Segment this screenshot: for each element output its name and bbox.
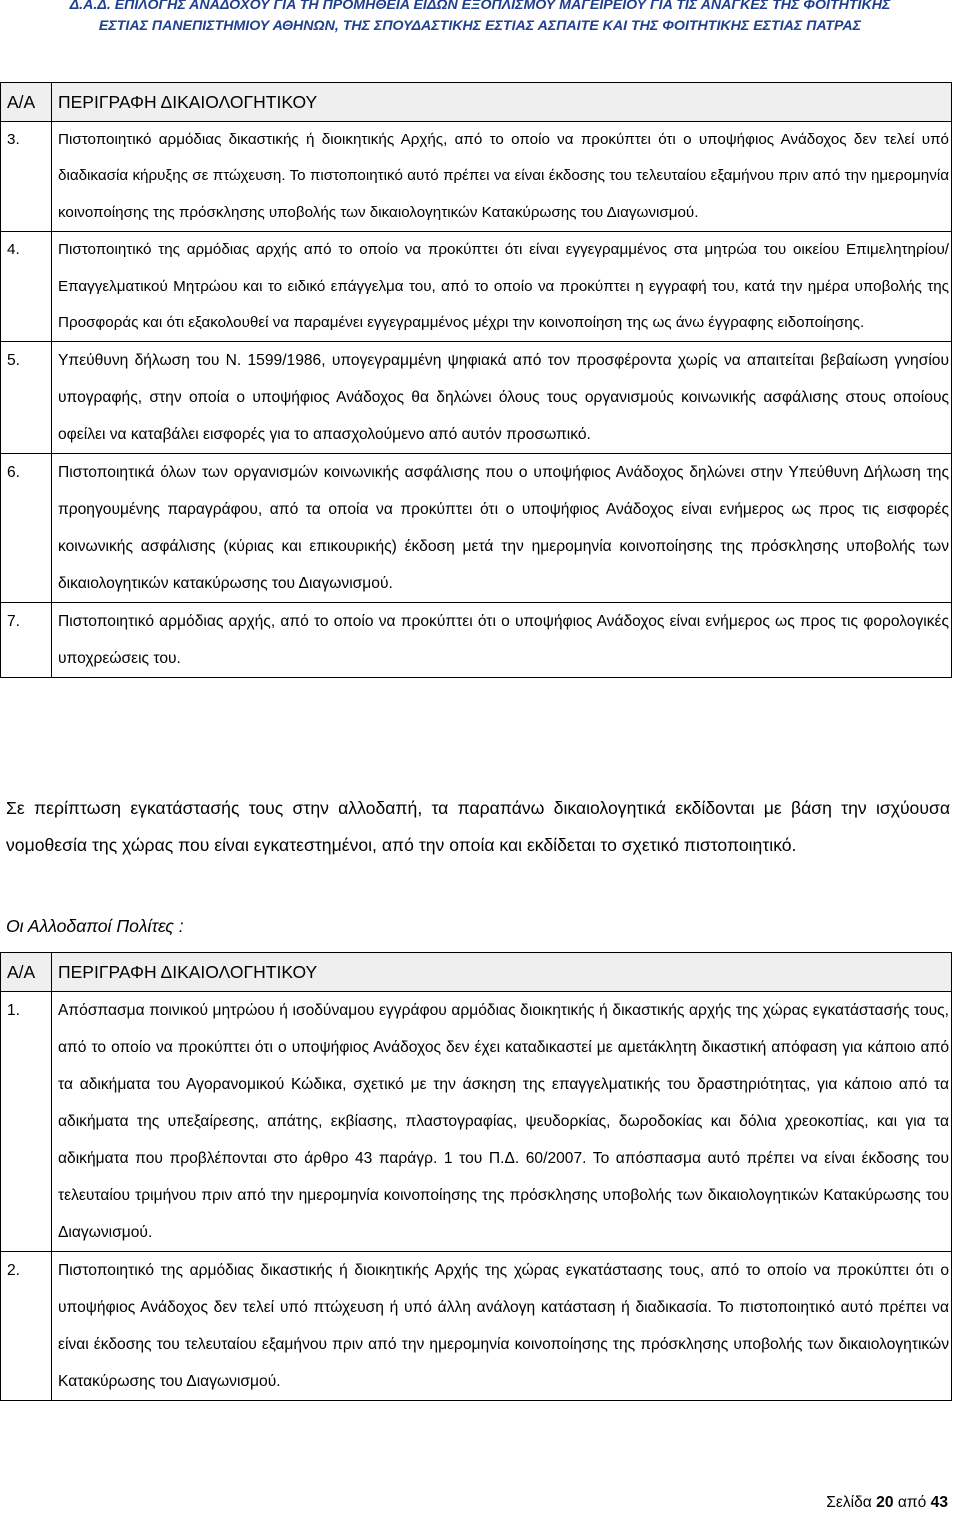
row-description: Πιστοποιητικά όλων των οργανισμών κοινωνικής ασφάλισης που ο υποψήφιος Ανάδοχος δηλώνει στην Υπεύθυνη Δήλωση της προηγουμένης παραγράφου, από τα οποία να προκύπτει ότι ο υποψήφιος Ανάδοχος είναι ενήμερος ως προς τις εισφορές κοινωνικής ασφάλισης (κύριας και επικουρικής) έκδοση μετά την ημερομηνία κοινοποίησης της πρόσκλησης υποβολής των δικαιολογητικών κατακύρωσης του Διαγωνισμού.: [52, 454, 952, 603]
document-header-line1: Δ.Α.Δ. ΕΠΙΛΟΓΗΣ ΑΝΑΔΟΧΟΥ ΓΙΑ ΤΗ ΠΡΟΜΗΘΕΙΑ ΕΙΔΩΝ ΕΞΟΠΛΙΣΜΟΥ ΜΑΓΕΙΡΕΙΟΥ ΓΙΑ ΤΙΣ ΑΝΑΓΚΕΣ ΤΗΣ ΦΟΙΤΗΤΙΚΗΣ: [69, 0, 891, 13]
row-description: Πιστοποιητικό της αρμόδιας δικαστικής ή διοικητικής Αρχής της χώρας εγκατάστασης τους, από το οποίο να προκύπτει ότι ο υποψήφιος Ανάδοχος δεν τελεί υπό πτώχευση ή υπό άλλη ανάλογη κατάσταση ή διαδικασία. Το πιστοποιητικό αυτό πρέπει να είναι έκδοσης του τελευταίου εξαμήνου πριν από την ημερομηνία κοινοποίησης της πρόσκλησης υποβολής των δικαιολογητικών Κατακύρωσης του Διαγωνισμού.: [52, 1252, 952, 1401]
requirements-table-2: [0, 952, 952, 1401]
row-description: Πιστοποιητικό της αρμόδιας αρχής από το οποίο να προκύπτει ότι είναι εγγεγραμμένος στα μητρώα του οικείου Επιμελητηρίου/Επαγγελματικού Μητρώου και το ειδικό επάγγελμα του, από το οποίο να προκύπτει η εγγραφή του, κατά την ημέρα υποβολής της Προσφοράς και ότι εξακολουθεί να παραμένει εγγεγραμμένος μέχρι την κοινοποίηση της ως άνω έγγραφης ειδοποίησης.: [52, 232, 952, 342]
table-row: [1, 454, 952, 603]
table-header-row: [1, 953, 952, 992]
total-pages-number: 43: [930, 1494, 948, 1511]
document-header-line2: ΕΣΤΙΑΣ ΠΑΝΕΠΙΣΤΗΜΙΟΥ ΑΘΗΝΩΝ, ΤΗΣ ΣΠΟΥΔΑΣΤΙΚΗΣ ΕΣΤΙΑΣ ΑΣΠΑΙΤΕ ΚΑΙ ΤΗΣ ΦΟΙΤΗΤΙΚΗΣ ΕΣΤΙΑΣ ΠΑΤΡΑΣ: [98, 18, 862, 34]
column-header-number: Α/Α: [1, 953, 52, 992]
table-header-row: [1, 83, 952, 122]
row-number: 5.: [1, 342, 52, 454]
current-page-number: 20: [876, 1494, 894, 1511]
column-header-number: Α/Α: [1, 83, 52, 122]
row-number: 7.: [1, 603, 52, 678]
row-description: Υπεύθυνη δήλωση του Ν. 1599/1986, υπογεγραμμένη ψηφιακά από τον προσφέροντα χωρίς να απαιτείται βεβαίωση γνησίου υπογραφής, στην οποία ο υποψήφιος Ανάδοχος θα δηλώνει όλους τους οργανισμούς κοινωνικής ασφάλισης στους οποίους οφείλει να καταβάλει εισφορές για το απασχολούμενο από αυτόν προσωπικό.: [52, 342, 952, 454]
row-number: 1.: [1, 992, 52, 1252]
column-header-description: ΠΕΡΙΓΡΑΦΗ ΔΙΚΑΙΟΛΟΓΗΤΙΚΟΥ: [52, 953, 952, 992]
page-label: Σελίδα: [826, 1494, 872, 1511]
page-of-label: από: [897, 1494, 927, 1511]
table-row: [1, 342, 952, 454]
foreign-citizens-subheading: Οι Αλλοδαποί Πολίτες :: [6, 916, 184, 936]
foreign-establishment-paragraph: Σε περίπτωση εγκατάστασής τους στην αλλοδαπή, τα παραπάνω δικαιολογητικά εκδίδονται με βάση την ισχύουσα νομοθεσία της χώρας που είναι εγκατεστημένοι, από την οποία και εκδίδεται το σχετικό πιστοποιητικό.: [6, 798, 950, 855]
column-header-description: ΠΕΡΙΓΡΑΦΗ ΔΙΚΑΙΟΛΟΓΗΤΙΚΟΥ: [52, 83, 952, 122]
row-number: 2.: [1, 1252, 52, 1401]
requirements-table-1: [0, 82, 952, 678]
row-number: 3.: [1, 122, 52, 232]
table-row: [1, 992, 952, 1252]
table-row: [1, 232, 952, 342]
row-description: Πιστοποιητικό αρμόδιας δικαστικής ή διοικητικής Αρχής, από το οποίο να προκύπτει ότι ο υποψήφιος Ανάδοχος δεν τελεί υπό διαδικασία κήρυξης σε πτώχευση. Το πιστοποιητικό αυτό πρέπει να είναι έκδοσης του τελευταίου εξαμήνου πριν από την ημερομηνία κοινοποίησης της πρόσκλησης υποβολής των δικαιολογητικών Κατακύρωσης του Διαγωνισμού.: [52, 122, 952, 232]
row-description: Πιστοποιητικό αρμόδιας αρχής, από το οποίο να προκύπτει ότι ο υποψήφιος Ανάδοχος είναι ενήμερος ως προς τις φορολογικές υποχρεώσεις του.: [52, 603, 952, 678]
row-description: Απόσπασμα ποινικού μητρώου ή ισοδύναμου εγγράφου αρμόδιας διοικητικής ή δικαστικής αρχής της χώρας εγκατάστασής τους, από το οποίο να προκύπτει ότι ο υποψήφιος Ανάδοχος δεν έχει καταδικαστεί με αμετάκλητη δικαστική απόφαση για κάποιο από τα αδικήματα του Αγορανομικού Κώδικα, σχετικό με την άσκηση της επαγγελματικής του δραστηριότητας, για κάποιο από τα αδικήματα της υπεξαίρεσης, απάτης, εκβίασης, πλαστογραφίας, ψευδορκίας, δωροδοκίας και δόλια χρεοκοπίας, και για τα αδικήματα που προβλέπονται στο άρθρο 43 παράγρ. 1 του Π.Δ. 60/2007. Το απόσπασμα αυτό πρέπει να είναι έκδοσης του τελευταίου τριμήνου πριν από την ημερομηνία κοινοποίησης της πρόσκλησης υποβολής των δικαιολογητικών Κατακύρωσης του Διαγωνισμού.: [52, 992, 952, 1252]
table-row: [1, 1252, 952, 1401]
row-number: 6.: [1, 454, 52, 603]
table-row: [1, 603, 952, 678]
table-row: [1, 122, 952, 232]
row-number: 4.: [1, 232, 52, 342]
page-footer: [826, 1494, 948, 1512]
